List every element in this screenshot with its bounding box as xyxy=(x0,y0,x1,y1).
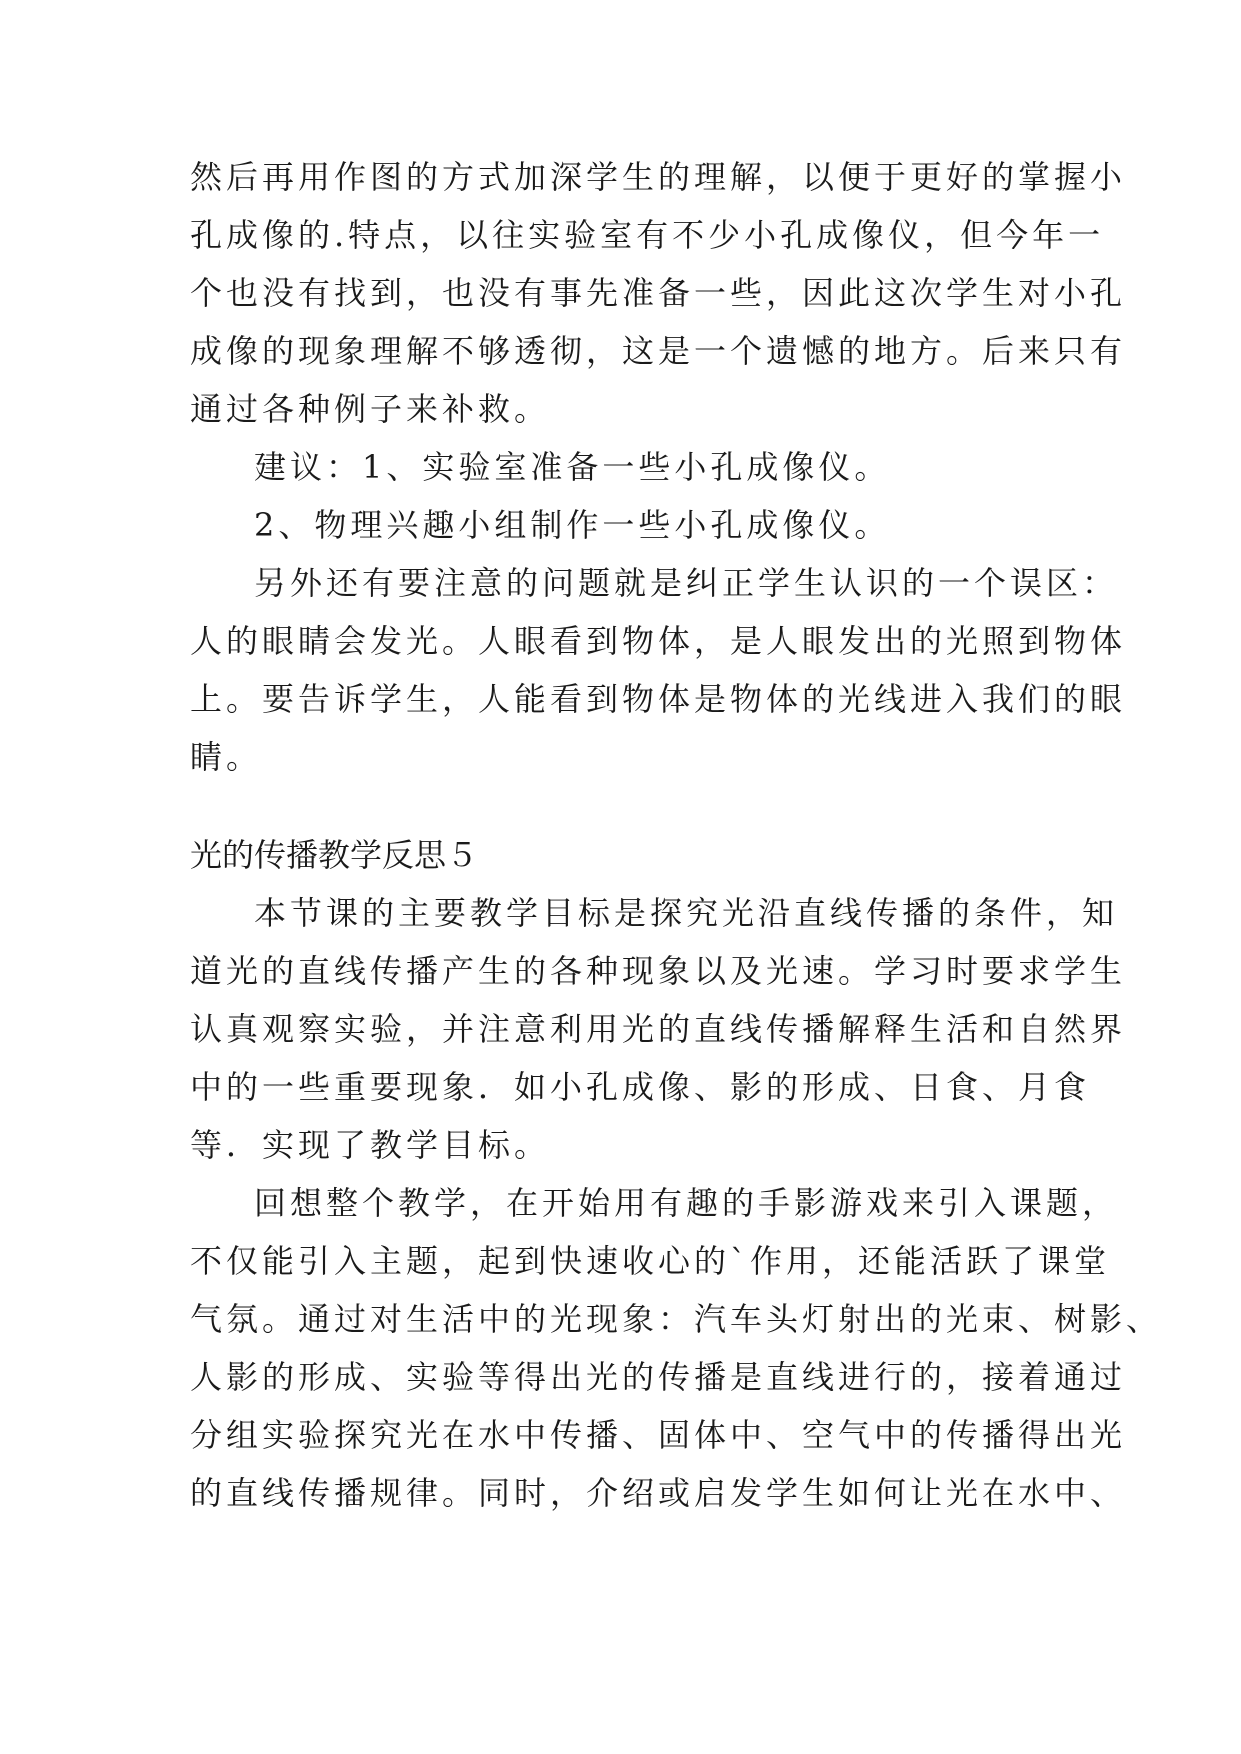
paragraph-line: 然后再用作图的方式加深学生的理解，以便于更好的掌握小 xyxy=(190,158,1127,196)
paragraph-line: 孔成像的.特点，以往实验室有不少小孔成像仪，但今年一 xyxy=(190,216,1105,254)
paragraph-line: 等．实现了教学目标。 xyxy=(190,1126,551,1164)
paragraph-line: 不仅能引入主题，起到快速收心的`作用，还能活跃了课堂 xyxy=(190,1242,1111,1280)
paragraph-line: 人影的形成、实验等得出光的传播是直线进行的，接着通过 xyxy=(190,1358,1127,1396)
paragraph-line: 上。要告诉学生，人能看到物体是物体的光线进入我们的眼 xyxy=(190,680,1127,718)
paragraph-line: 睛。 xyxy=(190,738,263,776)
paragraph-line: 另外还有要注意的问题就是纠正学生认识的一个误区： xyxy=(254,564,1119,602)
paragraph-line: 回想整个教学，在开始用有趣的手影游戏来引入课题， xyxy=(254,1184,1119,1222)
paragraph-line: 中的一些重要现象．如小孔成像、影的形成、日食、月食 xyxy=(190,1068,1091,1106)
paragraph-line: 分组实验探究光在水中传播、固体中、空气中的传播得出光 xyxy=(190,1416,1127,1454)
document-body xyxy=(190,148,1163,1522)
paragraph-line: 道光的直线传播产生的各种现象以及光速。学习时要求学生 xyxy=(190,952,1127,990)
paragraph-line: 个也没有找到，也没有事先准备一些，因此这次学生对小孔 xyxy=(190,274,1127,312)
paragraph-line: 本节课的主要教学目标是探究光沿直线传播的条件，知 xyxy=(254,894,1119,932)
paragraph-line: 的直线传播规律。同时，介绍或启发学生如何让光在水中、 xyxy=(190,1474,1127,1512)
paragraph-line: 气氛。通过对生活中的光现象：汽车头灯射出的光束、树影、 xyxy=(190,1300,1163,1338)
suggestion-line: 2、物理兴趣小组制作一些小孔成像仪。 xyxy=(254,506,891,544)
suggestion-line: 建议：1、实验室准备一些小孔成像仪。 xyxy=(254,448,891,486)
paragraph-line: 人的眼睛会发光。人眼看到物体，是人眼发出的光照到物体 xyxy=(190,622,1127,660)
paragraph-line: 成像的现象理解不够透彻，这是一个遗憾的地方。后来只有 xyxy=(190,332,1127,370)
section-heading: 光的传播教学反思５ xyxy=(190,836,479,874)
paragraph-line: 认真观察实验，并注意利用光的直线传播解释生活和自然界 xyxy=(190,1010,1127,1048)
paragraph-line: 通过各种例子来补救。 xyxy=(190,390,551,428)
